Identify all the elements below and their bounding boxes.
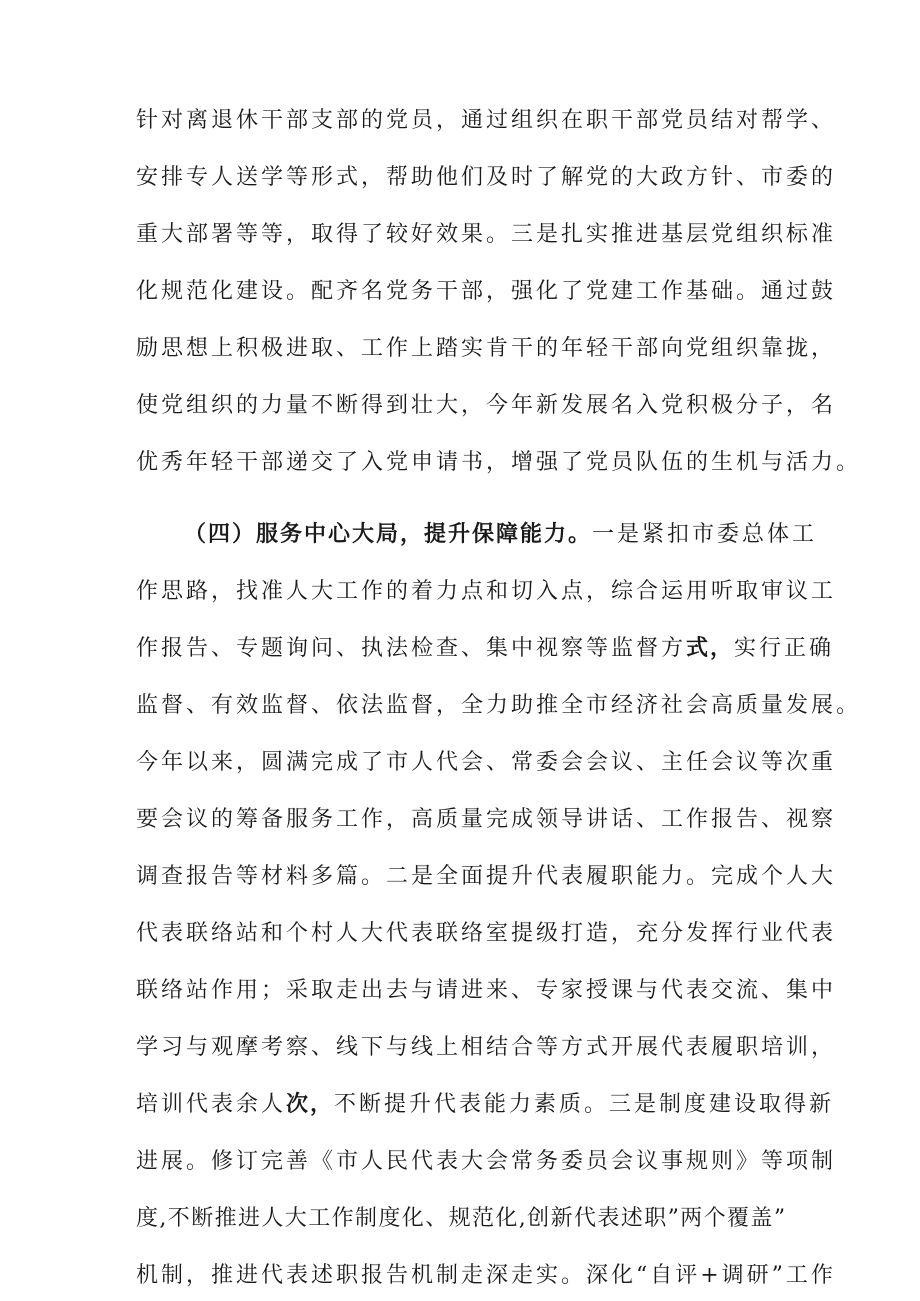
text-line: 学习与观摩考察、线下与线上相结合等方式开展代表履职培训，	[136, 1035, 837, 1060]
bold-text: 次，	[286, 1092, 335, 1117]
text-line: 监督、有效监督、依法监督，全力助推全市经济社会高质量发展。	[136, 693, 862, 718]
text-line: 作思路，找准人大工作的着力点和切入点，综合运用听取审议工	[136, 579, 837, 604]
text-line: 优秀年轻干部递交了入党申请书，增强了党员队伍的生机与活力。	[136, 450, 862, 475]
text-line: 今年以来，圆满完成了市人代会、常委会会议、主任会议等次重	[136, 750, 837, 775]
section-heading: （四）服务中心大局，提升保障能力。	[184, 522, 593, 547]
text-line: 化规范化建设。配齐名党务干部，强化了党建工作基础。通过鼓	[136, 279, 837, 304]
text-line	[136, 1087, 835, 1123]
text-line: 励思想上积极进取、工作上踏实肯干的年轻干部向党组织靠拢，	[136, 336, 837, 361]
text-line: 联络站作用；采取走出去与请进来、专家授课与代表交流、集中	[136, 978, 837, 1003]
text-line: 使党组织的力量不断得到壮大，今年新发展名入党积极分子，名	[136, 393, 837, 418]
text-span: 作报告、专题询问、执法检查、集中视察等监督方	[136, 636, 687, 661]
text-span: 实行正确	[734, 636, 835, 661]
text-span: 一是紧扣市委总体工	[592, 522, 818, 547]
section-heading-line	[184, 517, 844, 553]
text-line: 机制，推进代表述职报告机制走深走实。深化“自评+调研”工作	[136, 1263, 836, 1288]
text-line: 代表联络站和个村人大代表联络室提级打造，充分发挥行业代表	[136, 921, 837, 946]
bold-text: 式，	[686, 636, 735, 661]
text-line: 调查报告等材料多篇。二是全面提升代表履职能力。完成个人大	[136, 864, 837, 889]
text-line: 度,不断推进人大工作制度化、规范化,创新代表述职”两个覆盖”	[136, 1206, 787, 1231]
text-line: 安排专人送学等形式，帮助他们及时了解党的大政方针、市委的	[136, 165, 837, 190]
text-span: 培训代表余人	[136, 1092, 287, 1117]
text-line: 重大部署等等，取得了较好效果。三是扎实推进基层党组织标准	[136, 222, 837, 247]
text-line: 要会议的筹备服务工作，高质量完成领导讲话、工作报告、视察	[136, 807, 837, 832]
text-line: 针对离退休干部支部的党员，通过组织在职干部党员结对帮学、	[136, 108, 837, 133]
text-line: 进展。修订完善《市人民代表大会常务委员会议事规则》等项制	[136, 1149, 837, 1174]
text-span: 不断提升代表能力素质。三是制度建设取得新	[334, 1092, 835, 1117]
text-line	[136, 631, 835, 667]
